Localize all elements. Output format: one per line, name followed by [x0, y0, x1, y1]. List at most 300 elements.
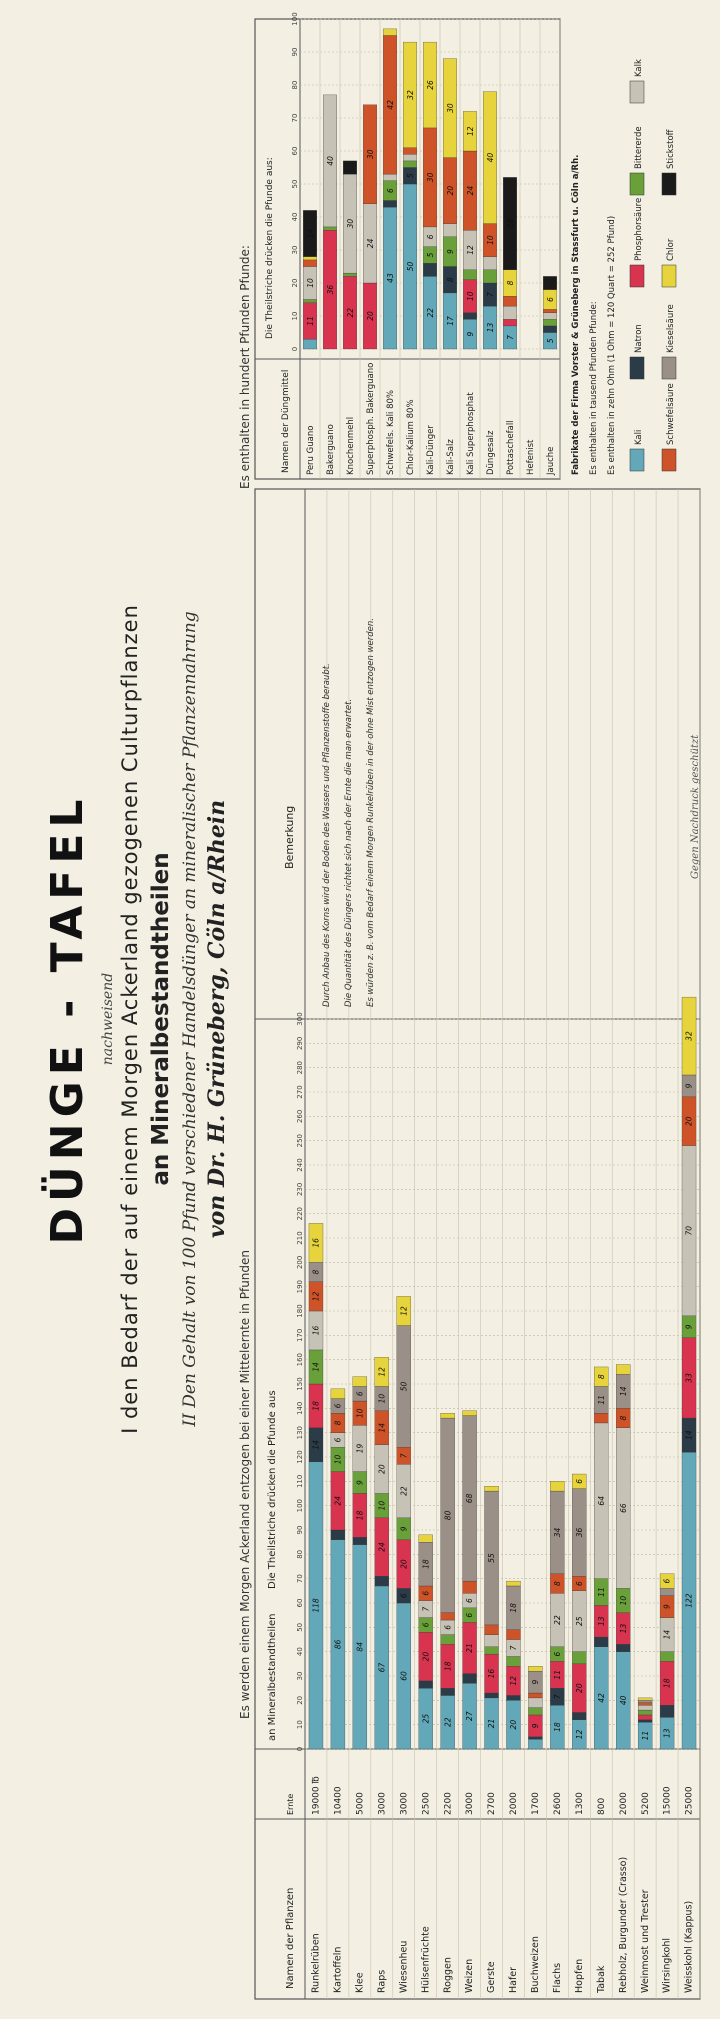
- fert-bar-segment-stickstoff: [343, 161, 357, 174]
- bar-segment-natron: [463, 1674, 477, 1684]
- bar-segment-value: 16: [487, 1668, 497, 1679]
- bar-segment-value: 10: [377, 1500, 387, 1511]
- bar-segment-kalk: [528, 1698, 542, 1708]
- left-tick-label: 140: [296, 1401, 304, 1416]
- bar-segment-value: 18: [552, 1722, 562, 1732]
- bar-segment-schwefelsäure: [463, 1581, 477, 1593]
- bar-segment-value: 14: [311, 1362, 321, 1372]
- legend-swatch-phosphorsäure: [630, 265, 644, 287]
- bar-segment-value: 22: [399, 1486, 409, 1496]
- plant-yield-label: 19000 ℔: [311, 1776, 322, 1815]
- fert-bar-value: 30: [445, 103, 455, 113]
- bar-segment-value: 7: [552, 1694, 562, 1700]
- fert-bar-value: 22: [345, 307, 355, 318]
- left-tick-label: 80: [296, 1549, 304, 1559]
- plant-name-label: Weizen: [464, 1958, 476, 1993]
- bar-segment-value: 10: [355, 1408, 365, 1418]
- plant-yield-label: 5000: [355, 1792, 366, 1815]
- plant-yield-label: 10400: [333, 1786, 344, 1815]
- bar-segment-value: 22: [443, 1717, 453, 1728]
- left-tick-label: 100: [296, 1498, 304, 1513]
- plant-name-label: Runkelrüben: [310, 1933, 322, 1993]
- bar-segment-value: 11: [640, 1730, 650, 1741]
- plant-name-label: Weisskohl (Kappus): [683, 1900, 695, 1993]
- bar-segment-value: 12: [399, 1306, 409, 1316]
- fert-bar-value: 24: [365, 238, 375, 249]
- left-tick-label: 120: [296, 1450, 304, 1464]
- plant-yield-label: 15000: [662, 1786, 673, 1815]
- plant-name-label: Hopfen: [573, 1958, 585, 1993]
- remark-line: Es würden z. B. vom Bedarf einem Morgen Runkelrüben in der ohne Mist entzogen werden.: [366, 618, 376, 1007]
- bar-segment-value: 122: [684, 1593, 694, 1608]
- fert-bar-segment-kalk: [403, 154, 417, 161]
- fert-bar-segment-bittererde: [483, 270, 497, 283]
- fert-bar-segment-natron: [543, 326, 557, 333]
- fert-bar-value: 10: [305, 278, 315, 288]
- fert-bar-value: 36: [325, 284, 335, 295]
- bar-segment-natron: [485, 1693, 499, 1698]
- bar-segment-value: 11: [596, 1395, 606, 1405]
- author-line: von Dr. H. Grüneberg, Cöln a/Rhein: [204, 799, 230, 1239]
- bar-segment-value: 25: [421, 1713, 431, 1724]
- bar-segment-value: 33: [684, 1373, 694, 1383]
- fertilizer-name-label: Bakerguano: [325, 424, 336, 475]
- bar-segment-value: 6: [421, 1622, 431, 1628]
- left-tick-label: 50: [296, 1622, 304, 1632]
- fert-bar-segment-natron: [423, 263, 437, 276]
- header-bar-note: Die Theilstriche drücken die Pfunde aus: [267, 1390, 278, 1589]
- legend-label: Phosphorsäure: [634, 197, 644, 261]
- bar-segment-value: 18: [355, 1510, 365, 1521]
- bar-segment-natron: [506, 1695, 520, 1700]
- bar-segment-value: 8: [596, 1374, 606, 1380]
- fert-bar-segment-kalk: [543, 313, 557, 320]
- bar-segment-chlor: [550, 1481, 564, 1491]
- fertilizer-name-label: Kali-Dünger: [425, 425, 436, 475]
- bar-segment-value: 7: [399, 1453, 409, 1459]
- bar-segment-chlor: [506, 1581, 520, 1586]
- bar-segment-natron: [419, 1681, 433, 1688]
- plant-name-label: Tabak: [595, 1965, 607, 1993]
- plant-yield-label: 5200: [640, 1792, 651, 1815]
- bar-segment-kalk: [485, 1635, 499, 1647]
- fert-bar-segment-schwefelsäure: [543, 309, 557, 312]
- bar-segment-chlor: [638, 1698, 652, 1700]
- fert-bar-value: 40: [485, 152, 495, 163]
- left-tick-label: 280: [296, 1060, 304, 1075]
- bar-segment-value: 10: [333, 1454, 343, 1465]
- bar-segment-value: 50: [399, 1381, 409, 1392]
- fert-bar-value: 12: [465, 126, 475, 136]
- fertilizer-name-label: Kali Superphosphat: [465, 392, 476, 475]
- bar-segment-kieselsäure: [638, 1700, 652, 1702]
- bar-segment-value: 24: [377, 1542, 387, 1552]
- header-remarks: Bemerkung: [283, 805, 296, 869]
- fert-bar-segment-bittererde: [343, 273, 357, 276]
- bar-segment-bittererde: [572, 1652, 586, 1664]
- bar-segment-value: 20: [377, 1464, 387, 1474]
- legend-label: Kalk: [634, 59, 644, 77]
- fertilizer-name-label: Chlor-Kalium 80%: [405, 399, 416, 475]
- bar-segment-chlor: [441, 1413, 455, 1418]
- bar-segment-natron: [616, 1644, 630, 1651]
- fert-bar-segment-natron: [383, 201, 397, 208]
- bar-segment-value: 6: [355, 1391, 365, 1397]
- bar-segment-kalk: [638, 1705, 652, 1710]
- fert-bar-value: 30: [345, 218, 355, 229]
- left-tick-label: 150: [296, 1377, 304, 1391]
- bar-segment-value: 12: [377, 1367, 387, 1377]
- fertilizer-name-label: Hefenist: [525, 439, 536, 475]
- plant-yield-label: 3000: [377, 1792, 388, 1815]
- bar-segment-value: 64: [596, 1496, 606, 1506]
- fert-bar-value: 6: [425, 234, 435, 240]
- fert-bar-segment-kalk: [503, 306, 517, 319]
- bar-segment-value: 20: [421, 1651, 431, 1662]
- fert-bar-value: 5: [405, 173, 415, 179]
- bar-segment-value: 18: [443, 1661, 453, 1672]
- bar-segment-value: 67: [377, 1662, 387, 1673]
- bar-segment-chlor: [616, 1365, 630, 1375]
- bar-segment-schwefelsäure: [638, 1703, 652, 1705]
- plant-yield-label: 3000: [399, 1792, 410, 1815]
- legend-swatch-schwefelsäure: [662, 449, 676, 471]
- plant-name-label: Buchweizen: [530, 1936, 542, 1993]
- bar-segment-bittererde: [660, 1652, 674, 1662]
- bar-segment-value: 16: [311, 1325, 321, 1336]
- bar-segment-value: 21: [465, 1643, 475, 1653]
- bar-segment-value: 24: [333, 1496, 343, 1506]
- section-tausend-caption: Es enthalten in tausend Pfunden Pfunde:: [589, 301, 599, 475]
- bar-segment-value: 13: [596, 1616, 606, 1627]
- bar-segment-value: 6: [333, 1403, 343, 1409]
- plant-name-label: Rebholz, Burgunder (Crasso): [617, 1856, 629, 1993]
- left-tick-label: 10: [296, 1720, 304, 1730]
- right-tick-label: 100: [291, 12, 299, 26]
- plant-name-label: Hafer: [508, 1966, 520, 1993]
- fert-bar-value: 10: [485, 235, 495, 245]
- fertilizer-name-label: Pottaschefall: [505, 420, 516, 475]
- plant-yield-label: 25000: [684, 1786, 695, 1815]
- bar-segment-value: 8: [333, 1420, 343, 1426]
- fertilizer-name-label: Knochenmehl: [345, 416, 356, 475]
- legend-label: Natron: [634, 324, 644, 353]
- left-tick-label: 170: [296, 1328, 304, 1343]
- fert-bar-value: 40: [325, 156, 335, 166]
- bar-segment-value: 20: [509, 1719, 519, 1730]
- bar-segment-schwefelsäure: [506, 1630, 520, 1640]
- left-tick-label: 250: [296, 1133, 304, 1148]
- bar-segment-bittererde: [638, 1710, 652, 1715]
- bar-segment-natron: [375, 1576, 389, 1586]
- bar-segment-bittererde: [441, 1635, 455, 1645]
- bar-segment-value: 14: [662, 1629, 672, 1640]
- right-tick-label: 90: [291, 47, 299, 57]
- bar-segment-kali: [528, 1739, 542, 1749]
- bar-segment-bittererde: [528, 1708, 542, 1715]
- fertilizer-name-label: Jauche: [545, 446, 556, 475]
- bar-segment-value: 20: [399, 1559, 409, 1569]
- bar-segment-value: 27: [465, 1711, 475, 1721]
- bar-segment-value: 6: [552, 1651, 562, 1657]
- bar-segment-kieselsäure: [660, 1588, 674, 1595]
- fert-bar-value: 50: [405, 261, 415, 272]
- bar-segment-natron: [353, 1537, 367, 1544]
- bar-segment-natron: [638, 1720, 652, 1722]
- fert-bar-segment-kali: [303, 339, 317, 349]
- fert-bar-value: 20: [445, 185, 455, 196]
- plant-name-label: Wirsingkohl: [661, 1937, 673, 1993]
- plant-name-label: Roggen: [442, 1957, 454, 1993]
- left-tick-label: 300: [296, 1012, 304, 1026]
- fert-bar-value: 8: [505, 280, 515, 286]
- left-tick-label: 290: [296, 1036, 304, 1051]
- fertilizer-name-label: Düngesalz: [485, 430, 496, 475]
- right-tick-label: 60: [291, 146, 299, 156]
- bar-segment-value: 40: [618, 1695, 628, 1706]
- bar-segment-value: 68: [465, 1493, 475, 1504]
- bar-segment-natron: [441, 1688, 455, 1695]
- fert-bar-value: 22: [425, 307, 435, 318]
- section-ohm-caption: Es enthalten in zehn Ohm (1 Ohm = 120 Quart = 252 Pfund): [607, 215, 617, 475]
- bar-segment-value: 9: [662, 1604, 672, 1610]
- subtitle-nachweisend: nachweisend: [100, 972, 116, 1066]
- bar-segment-value: 14: [618, 1386, 628, 1397]
- left-tick-label: 90: [296, 1525, 304, 1535]
- fert-bar-value: 17: [445, 316, 455, 326]
- bar-segment-value: 6: [399, 1593, 409, 1599]
- left-tick-label: 70: [296, 1574, 304, 1584]
- bar-segment-value: 6: [662, 1578, 672, 1584]
- legend-label: Stickstoff: [666, 129, 676, 169]
- legend-label: Chlor: [666, 238, 676, 261]
- right-tick-label: 80: [291, 80, 299, 90]
- bar-segment-value: 55: [487, 1553, 497, 1563]
- title-line-1: I den Bedarf der auf einem Morgen Ackerland gezogenen Culturpflanzen: [118, 604, 142, 1434]
- remark-line: Die Quantität des Düngers richtet sich nach der Ernte die man erwartet.: [344, 698, 354, 1007]
- fert-bar-segment-bittererde: [303, 300, 317, 303]
- fert-bar-segment-bittererde: [543, 319, 557, 326]
- fert-bar-value: 11: [305, 316, 315, 326]
- fert-bar-value: 6: [545, 297, 555, 302]
- bar-segment-value: 80: [443, 1510, 453, 1521]
- fert-bar-value: 30: [425, 172, 435, 183]
- bar-segment-value: 8: [311, 1269, 321, 1275]
- fert-bar-value: 30: [365, 149, 375, 160]
- fertilizer-name-label: Peru Guano: [305, 425, 316, 475]
- section-fabrikate-caption: Fabrikate der Firma Vorster & Grüneberg in Stassfurt u. Cöln a/Rh.: [571, 154, 581, 475]
- left-tick-label: 190: [296, 1279, 304, 1294]
- fert-bar-value: 5: [425, 252, 435, 258]
- fert-bar-segment-kalk: [483, 257, 497, 270]
- legend-swatch-natron: [630, 357, 644, 379]
- bar-segment-value: 8: [552, 1581, 562, 1586]
- bar-segment-value: 18: [662, 1678, 672, 1689]
- bar-segment-phosphorsäure: [638, 1715, 652, 1720]
- fert-bar-segment-bittererde: [323, 227, 337, 230]
- bar-segment-value: 10: [618, 1595, 628, 1606]
- plant-yield-label: 2600: [552, 1792, 563, 1815]
- bar-segment-value: 70: [684, 1225, 694, 1236]
- bar-segment-value: 6: [421, 1590, 431, 1596]
- fert-bar-value: 9: [445, 249, 455, 255]
- bar-segment-value: 19: [355, 1443, 365, 1454]
- bar-segment-natron: [660, 1705, 674, 1717]
- left-tick-label: 130: [296, 1425, 304, 1440]
- title-line-1b: an Mineralbestandtheilen: [148, 852, 174, 1186]
- right-tick-label: 50: [291, 179, 299, 189]
- bar-segment-chlor: [528, 1666, 542, 1671]
- bar-segment-value: 6: [333, 1437, 343, 1443]
- bar-segment-value: 6: [574, 1478, 584, 1484]
- right-tick-label: 70: [291, 113, 299, 123]
- left-tick-label: 20: [296, 1695, 304, 1705]
- bar-segment-value: 9: [684, 1083, 694, 1089]
- plant-name-label: Gerste: [486, 1961, 498, 1993]
- main-title: DÜNGE - TAFEL: [42, 793, 93, 1245]
- left-tick-label: 40: [296, 1647, 304, 1657]
- bar-segment-chlor: [353, 1377, 367, 1387]
- plant-name-label: Raps: [376, 1969, 388, 1993]
- fert-bar-value: 5: [545, 338, 555, 344]
- left-tick-label: 230: [296, 1182, 304, 1197]
- bar-segment-value: 84: [355, 1642, 365, 1652]
- fert-bar-value: 6: [385, 188, 395, 193]
- bar-segment-value: 12: [574, 1729, 584, 1740]
- fert-bar-value: 12: [465, 245, 475, 255]
- legend-label: Schwefelsäure: [666, 383, 676, 445]
- left-tick-label: 110: [296, 1474, 304, 1489]
- plant-yield-label: 1700: [531, 1792, 542, 1815]
- header-plant-names: Namen der Pflanzen: [285, 1887, 296, 1989]
- left-tick-label: 210: [296, 1231, 304, 1245]
- bar-segment-value: 14: [377, 1423, 387, 1433]
- bar-segment-value: 7: [509, 1645, 519, 1651]
- bar-segment-value: 25: [574, 1616, 584, 1627]
- bar-segment-value: 20: [684, 1116, 694, 1126]
- left-tick-label: 160: [296, 1352, 304, 1367]
- right-tick-label: 40: [291, 212, 299, 222]
- bar-segment-value: 14: [684, 1430, 694, 1440]
- fertilizer-name-label: Schwefels. Kali 80%: [385, 389, 396, 475]
- bar-segment-value: 42: [596, 1693, 606, 1703]
- bar-segment-value: 11: [596, 1587, 606, 1597]
- bar-segment-schwefelsäure: [485, 1625, 499, 1635]
- fert-bar-segment-schwefelsäure: [503, 296, 517, 306]
- fert-bar-segment-natron: [463, 313, 477, 320]
- remark-line: Durch Anbau des Korns wird der Boden des Wassers und Pflanzenstoffe beraubt.: [322, 663, 332, 1007]
- bar-segment-value: 60: [399, 1671, 409, 1681]
- bar-segment-value: 12: [311, 1291, 321, 1302]
- bar-segment-value: 21: [487, 1718, 497, 1729]
- plant-yield-label: 1300: [574, 1792, 585, 1815]
- right-tick-label: 0: [291, 346, 299, 352]
- legend-swatch-stickstoff: [662, 173, 676, 195]
- bar-segment-value: 118: [311, 1598, 321, 1613]
- left-tick-label: 0: [296, 1746, 304, 1752]
- right-tick-label: 20: [291, 278, 299, 288]
- fert-bar-segment-bittererde: [463, 270, 477, 280]
- left-tick-label: 60: [296, 1598, 304, 1608]
- fert-bar-value: 13: [485, 322, 495, 333]
- left-tick-label: 220: [296, 1206, 304, 1221]
- fert-bar-value: 26: [425, 80, 435, 90]
- bar-segment-value: 9: [355, 1480, 365, 1485]
- fertilizer-name-label: Kali-Salz: [445, 439, 456, 475]
- plant-yield-label: 2500: [421, 1792, 432, 1815]
- bar-segment-value: 7: [421, 1606, 431, 1612]
- plant-yield-label: 3000: [465, 1792, 476, 1815]
- legend-label: Bittererde: [634, 126, 644, 169]
- bar-segment-value: 6: [443, 1624, 453, 1630]
- bar-segment-schwefelsäure: [594, 1413, 608, 1423]
- left-tick-label: 240: [296, 1158, 304, 1172]
- bar-segment-value: 9: [531, 1679, 541, 1685]
- bar-segment-value: 12: [509, 1676, 519, 1686]
- header-yield-short: Ernte: [286, 1793, 295, 1815]
- bar-segment-value: 10: [377, 1393, 387, 1404]
- header-fertilizer-names: Namen der Düngmittel: [281, 369, 291, 473]
- bar-segment-value: 16: [311, 1238, 321, 1248]
- plant-yield-label: 2000: [618, 1792, 629, 1815]
- title-line-2: II Den Gehalt von 100 Pfund verschiedener Handelsdünger an mineralischer Pflanzennahrung: [180, 611, 200, 1427]
- bar-segment-value: 22: [552, 1615, 562, 1625]
- bar-segment-value: 36: [574, 1527, 584, 1538]
- bar-segment-schwefelsäure: [441, 1613, 455, 1620]
- bar-segment-natron: [528, 1737, 542, 1739]
- bar-segment-bittererde: [485, 1647, 499, 1654]
- bar-segment-value: 13: [662, 1728, 672, 1738]
- left-tick-label: 30: [296, 1671, 304, 1681]
- bar-segment-value: 6: [465, 1612, 475, 1618]
- fert-bar-value: 32: [405, 90, 415, 100]
- right-tick-label: 10: [291, 311, 299, 321]
- fert-bar-segment-chlor: [303, 257, 317, 260]
- copyright-footer: Gegen Nachdruck geschützt: [690, 734, 701, 879]
- bar-segment-value: 9: [684, 1324, 694, 1330]
- bar-segment-value: 14: [311, 1440, 321, 1450]
- bar-segment-value: 32: [684, 1031, 694, 1041]
- legend-label: Kali: [634, 429, 644, 445]
- header-mineral: an Mineralbestandtheilen: [267, 1613, 278, 1741]
- fert-bar-segment-stickstoff: [543, 276, 557, 289]
- fert-bar-segment-kalk: [383, 174, 397, 181]
- fert-bar-value: 43: [385, 273, 395, 283]
- plant-name-label: Flachs: [551, 1962, 563, 1993]
- fert-bar-segment-bittererde: [403, 161, 417, 168]
- bar-segment-value: 8: [618, 1415, 628, 1421]
- bar-segment-schwefelsäure: [528, 1693, 542, 1698]
- bar-segment-natron: [331, 1530, 345, 1540]
- fert-bar-value: 9: [465, 331, 475, 337]
- bar-segment-bittererde: [506, 1657, 520, 1667]
- plant-name-label: Wiesenheu: [398, 1940, 410, 1993]
- fert-bar-value: 20: [365, 311, 375, 321]
- bar-segment-value: 9: [399, 1526, 409, 1532]
- fert-bar-segment-schwefelsäure: [303, 260, 317, 267]
- bar-segment-value: 18: [421, 1559, 431, 1569]
- fert-bar-value: 10: [465, 291, 475, 301]
- fert-bar-value: 8: [445, 277, 455, 283]
- legend-swatch-kalk: [630, 81, 644, 103]
- fert-bar-value: 14: [305, 228, 315, 239]
- bar-segment-value: 6: [465, 1598, 475, 1603]
- left-tick-label: 200: [296, 1255, 304, 1270]
- plant-yield-label: 2000: [509, 1792, 520, 1815]
- fert-bar-segment-phosphorsäure: [503, 319, 517, 326]
- legend-swatch-kali: [630, 449, 644, 471]
- bar-segment-chlor: [331, 1389, 345, 1399]
